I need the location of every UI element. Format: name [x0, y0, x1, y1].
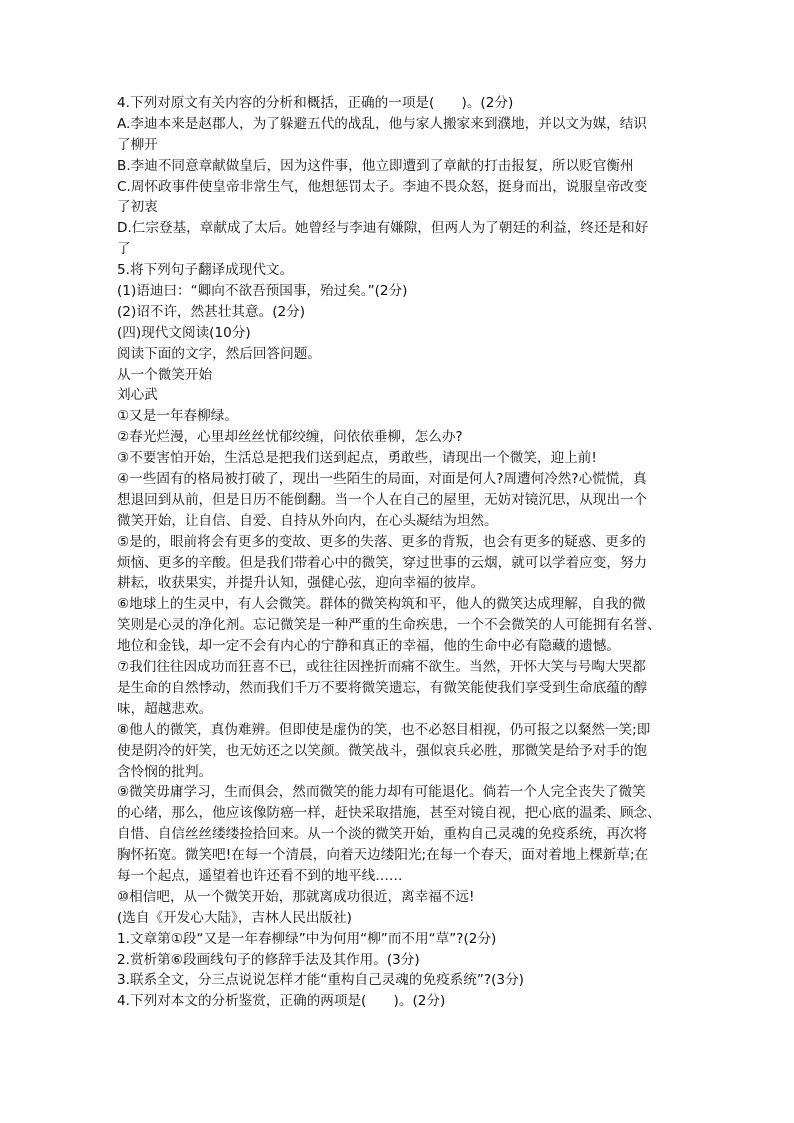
document-page [117, 93, 687, 1012]
text-line: 每一个起点，遥望着也许还看不到的地平线…… [117, 867, 403, 884]
text-line: ④一些固有的格局被打破了，现出一些陌生的局面，对面是何人?周遭何冷然?心慌慌，真 [117, 471, 647, 488]
text-line: 刘心武 [117, 387, 158, 404]
text-line: 笑则是心灵的净化剂。忘记微笑是一种严重的生命疾患，一个不会微笑的人可能拥有名誉、 [117, 617, 661, 634]
text-line: ①又是一年春柳绿。 [117, 408, 238, 425]
text-line: 4.下列对原文有关内容的分析和概括，正确的一项是( )。(2分) [117, 95, 514, 111]
text-line: 地位和金钱，却一定不会有内心的宁静和真正的幸福，他的生命中必有隐藏的遗憾。 [117, 638, 620, 655]
text-line: 烦恼、更多的辛酸。但是我们带着心中的微笑，穿过世事的云烟，就可以学着应变，努力 [117, 554, 648, 571]
text-line: 耕耘，收获果实，并提升认知，强健心弦，迎向幸福的彼岸。 [117, 575, 485, 592]
text-line: 想退回到从前，但是日历不能倒翻。当一个人在自己的屋里，无妨对镜沉思，从现出一个 [117, 491, 648, 508]
text-line: B.李迪不同意章献做皇后，因为这件事，他立即遭到了章献的打击报复，所以贬官衡州 [117, 157, 634, 174]
text-line: 是生命的自然悸动，然而我们千万不要将微笑遗忘，有微笑能使我们享受到生命底蕴的醇 [117, 679, 648, 696]
text-line: D.仁宗登基，章献成了太后。她曾经与李迪有嫌隙，但两人为了朝廷的利益，终还是和好 [117, 220, 649, 237]
text-line: ③不要害怕开始，生活总是把我们送到起点，勇敢些，请现出一个微笑，迎上前! [117, 450, 597, 467]
text-line: (四)现代文阅读(10分) [117, 324, 251, 341]
text-line: 了初衷 [117, 199, 158, 216]
text-line: ⑥地球上的生灵中，有人会微笑。群体的微笑构筑和平，他人的微笑达成理解，自我的微 [117, 596, 646, 613]
text-line: (1)语迪曰：“卿向不欲吾预国事，殆过矣。”(2分) [117, 283, 408, 300]
text-line: 4.下列对本文的分析鉴赏，正确的两项是( )。(2分) [117, 993, 446, 1010]
text-line: C.周怀政事件使皇帝非常生气，他想惩罚太子。李迪不畏众怒，挺身而出，说服皇帝改变 [117, 178, 648, 195]
text-line: 自惜、自信丝丝缕缕捡拾回来。从一个淡的微笑开始，重构自己灵魂的免疫系统，再次将 [117, 826, 648, 843]
text-line: ⑩相信吧，从一个微笑开始，那就离成功很近，离幸福不远! [117, 888, 475, 905]
text-line: 阅读下面的文字，然后回答问题。 [117, 345, 321, 362]
text-line: 微笑开始，让自信、自爱、自持从外向内，在心头凝结为坦然。 [117, 512, 498, 529]
text-line: 3.联系全文，分三点说说怎样才能“重构自己灵魂的免疫系统”?(3分) [117, 972, 524, 989]
text-line: ⑤是的，眼前将会有更多的变故、更多的失落、更多的背叛，也会有更多的疑惑、更多的 [117, 533, 646, 550]
text-line: 含怜悯的批判。 [117, 763, 213, 780]
text-line: 1.文章第①段“又是一年春柳绿”中为何用“柳”而不用“草”?(2分) [117, 930, 497, 947]
text-line: 了 [117, 241, 131, 258]
text-line: 味，超越悲欢。 [117, 700, 213, 717]
text-line: (2)诏不许，然甚壮其意。(2分) [117, 303, 306, 320]
text-line: 了柳开 [117, 136, 158, 153]
text-line: 从一个微笑开始 [117, 366, 213, 383]
text-line: 2.赏析第⑥段画线句子的修辞手法及其作用。(3分) [117, 951, 420, 968]
text-line: 5.将下列句子翻译成现代文。 [117, 262, 294, 279]
text-line: 胸怀拓宽。微笑吧!在每一个清晨，向着天边缕阳光;在每一个春天，面对着地上棵新草;在 [117, 847, 649, 864]
text-line: (选自《开发心大陆》，吉林人民出版社) [117, 909, 352, 926]
text-line: A.李迪本来是赵郡人，为了躲避五代的战乱，他与家人搬家来到濮地，并以文为媒，结识 [117, 115, 647, 132]
text-line: ⑦我们往往因成功而狂喜不已，或往往因挫折而痛不欲生。当然，开怀大笑与号啕大哭都 [117, 659, 646, 676]
text-line: ⑨微笑毋庸学习，生而俱会，然而微笑的能力却有可能退化。倘若一个人完全丧失了微笑 [117, 784, 646, 801]
text-line: 的心绪，那么，他应该像防癌一样，赶快采取措施，甚至对镜自视，把心底的温柔、顾念、 [117, 805, 661, 822]
text-line: ②春光烂漫，心里却丝丝忧郁绞缠，问依依垂柳，怎么办? [117, 429, 463, 446]
text-line: ⑧他人的微笑，真伪难辨。但即使是虚伪的笑，也不必怒目相视，仍可报之以粲然一笑;即 [117, 721, 651, 738]
text-line: 使是阴冷的奸笑，也无妨还之以笑颜。微笑战斗，强似哀兵必胜，那微笑是给予对手的饱 [117, 742, 648, 759]
